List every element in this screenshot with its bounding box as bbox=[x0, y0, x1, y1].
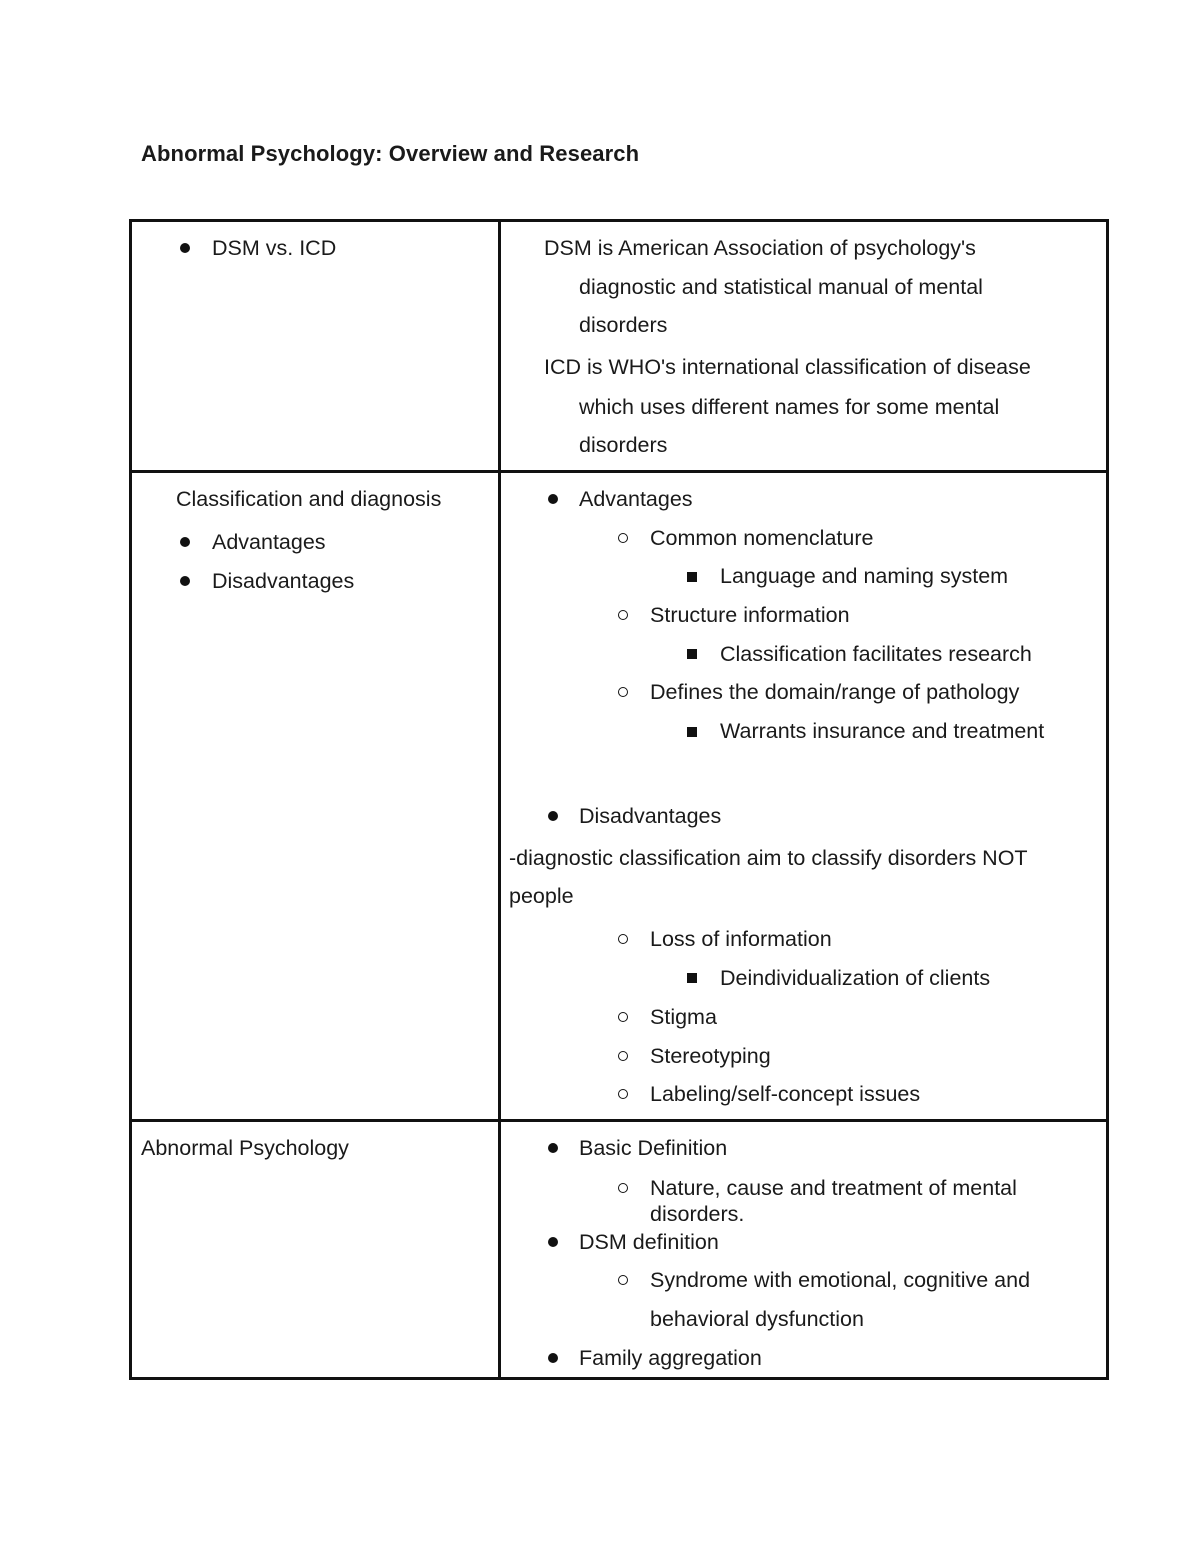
note-line: ICD is WHO's international classification of disease bbox=[544, 355, 1031, 379]
square-bullet-icon bbox=[687, 572, 697, 582]
topic-heading: Abnormal Psychology bbox=[141, 1136, 349, 1160]
row3-left-cell bbox=[131, 1121, 500, 1379]
table-row bbox=[131, 472, 1108, 1121]
circle-bullet-icon bbox=[618, 533, 628, 543]
table-row bbox=[131, 1121, 1108, 1379]
notes-table bbox=[129, 219, 1109, 1380]
note-line: DSM is American Association of psychology's bbox=[544, 236, 976, 260]
list-item: Loss of information bbox=[650, 927, 832, 951]
circle-bullet-icon bbox=[618, 1275, 628, 1285]
square-bullet-icon bbox=[687, 649, 697, 659]
list-item: Advantages bbox=[579, 487, 693, 511]
list-item: Advantages bbox=[212, 530, 326, 554]
list-item: Family aggregation bbox=[579, 1346, 762, 1370]
row2-right-cell bbox=[500, 472, 1108, 1121]
list-item: Deindividualization of clients bbox=[720, 966, 991, 990]
row1-left-cell bbox=[131, 221, 500, 472]
topic-heading: Classification and diagnosis bbox=[176, 487, 442, 511]
row3-right-cell bbox=[500, 1121, 1108, 1379]
disc-bullet-icon bbox=[548, 494, 558, 504]
document-title: Abnormal Psychology: Overview and Research bbox=[141, 141, 640, 166]
topic-label: DSM vs. ICD bbox=[212, 236, 337, 260]
list-item-continuation: behavioral dysfunction bbox=[650, 1307, 864, 1331]
disc-bullet-icon bbox=[548, 1143, 558, 1153]
list-item: Language and naming system bbox=[720, 564, 1009, 588]
disc-bullet-icon bbox=[548, 1237, 558, 1247]
list-item: Stigma bbox=[650, 1005, 717, 1029]
list-item: Structure information bbox=[650, 603, 850, 627]
list-item: Basic Definition bbox=[579, 1136, 728, 1160]
list-item: Disadvantages bbox=[579, 804, 722, 828]
note-line: which uses different names for some mental bbox=[579, 395, 1000, 419]
list-item: Disadvantages bbox=[212, 569, 355, 593]
disc-bullet-icon bbox=[180, 243, 190, 253]
disc-bullet-icon bbox=[548, 1353, 558, 1363]
list-item: Classification facilitates research bbox=[720, 642, 1032, 666]
circle-bullet-icon bbox=[618, 687, 628, 697]
square-bullet-icon bbox=[687, 973, 697, 983]
list-item: Stereotyping bbox=[650, 1044, 771, 1068]
table-row bbox=[131, 221, 1108, 472]
disc-bullet-icon bbox=[548, 811, 558, 821]
note-line: -diagnostic classification aim to classify disorders NOT bbox=[509, 846, 1028, 870]
list-item: DSM definition bbox=[579, 1230, 719, 1254]
list-item: Labeling/self-concept issues bbox=[650, 1082, 921, 1106]
list-item: Nature, cause and treatment of mental bbox=[650, 1176, 1017, 1200]
note-line: disorders bbox=[579, 433, 668, 457]
circle-bullet-icon bbox=[618, 1183, 628, 1193]
row1-right-cell bbox=[500, 221, 1108, 472]
note-line: diagnostic and statistical manual of mental bbox=[579, 275, 983, 299]
square-bullet-icon bbox=[687, 727, 697, 737]
note-line: disorders bbox=[579, 313, 668, 337]
row2-left-cell bbox=[131, 472, 500, 1121]
note-line: people bbox=[509, 884, 574, 908]
circle-bullet-icon bbox=[618, 934, 628, 944]
disc-bullet-icon bbox=[180, 576, 190, 586]
disc-bullet-icon bbox=[180, 537, 190, 547]
list-item: Common nomenclature bbox=[650, 526, 874, 550]
list-item: Syndrome with emotional, cognitive and bbox=[650, 1268, 1031, 1292]
circle-bullet-icon bbox=[618, 1012, 628, 1022]
list-item-continuation: disorders. bbox=[650, 1202, 745, 1226]
list-item: Warrants insurance and treatment bbox=[720, 719, 1045, 743]
circle-bullet-icon bbox=[618, 610, 628, 620]
list-item: Defines the domain/range of pathology bbox=[650, 680, 1020, 704]
circle-bullet-icon bbox=[618, 1089, 628, 1099]
circle-bullet-icon bbox=[618, 1051, 628, 1061]
